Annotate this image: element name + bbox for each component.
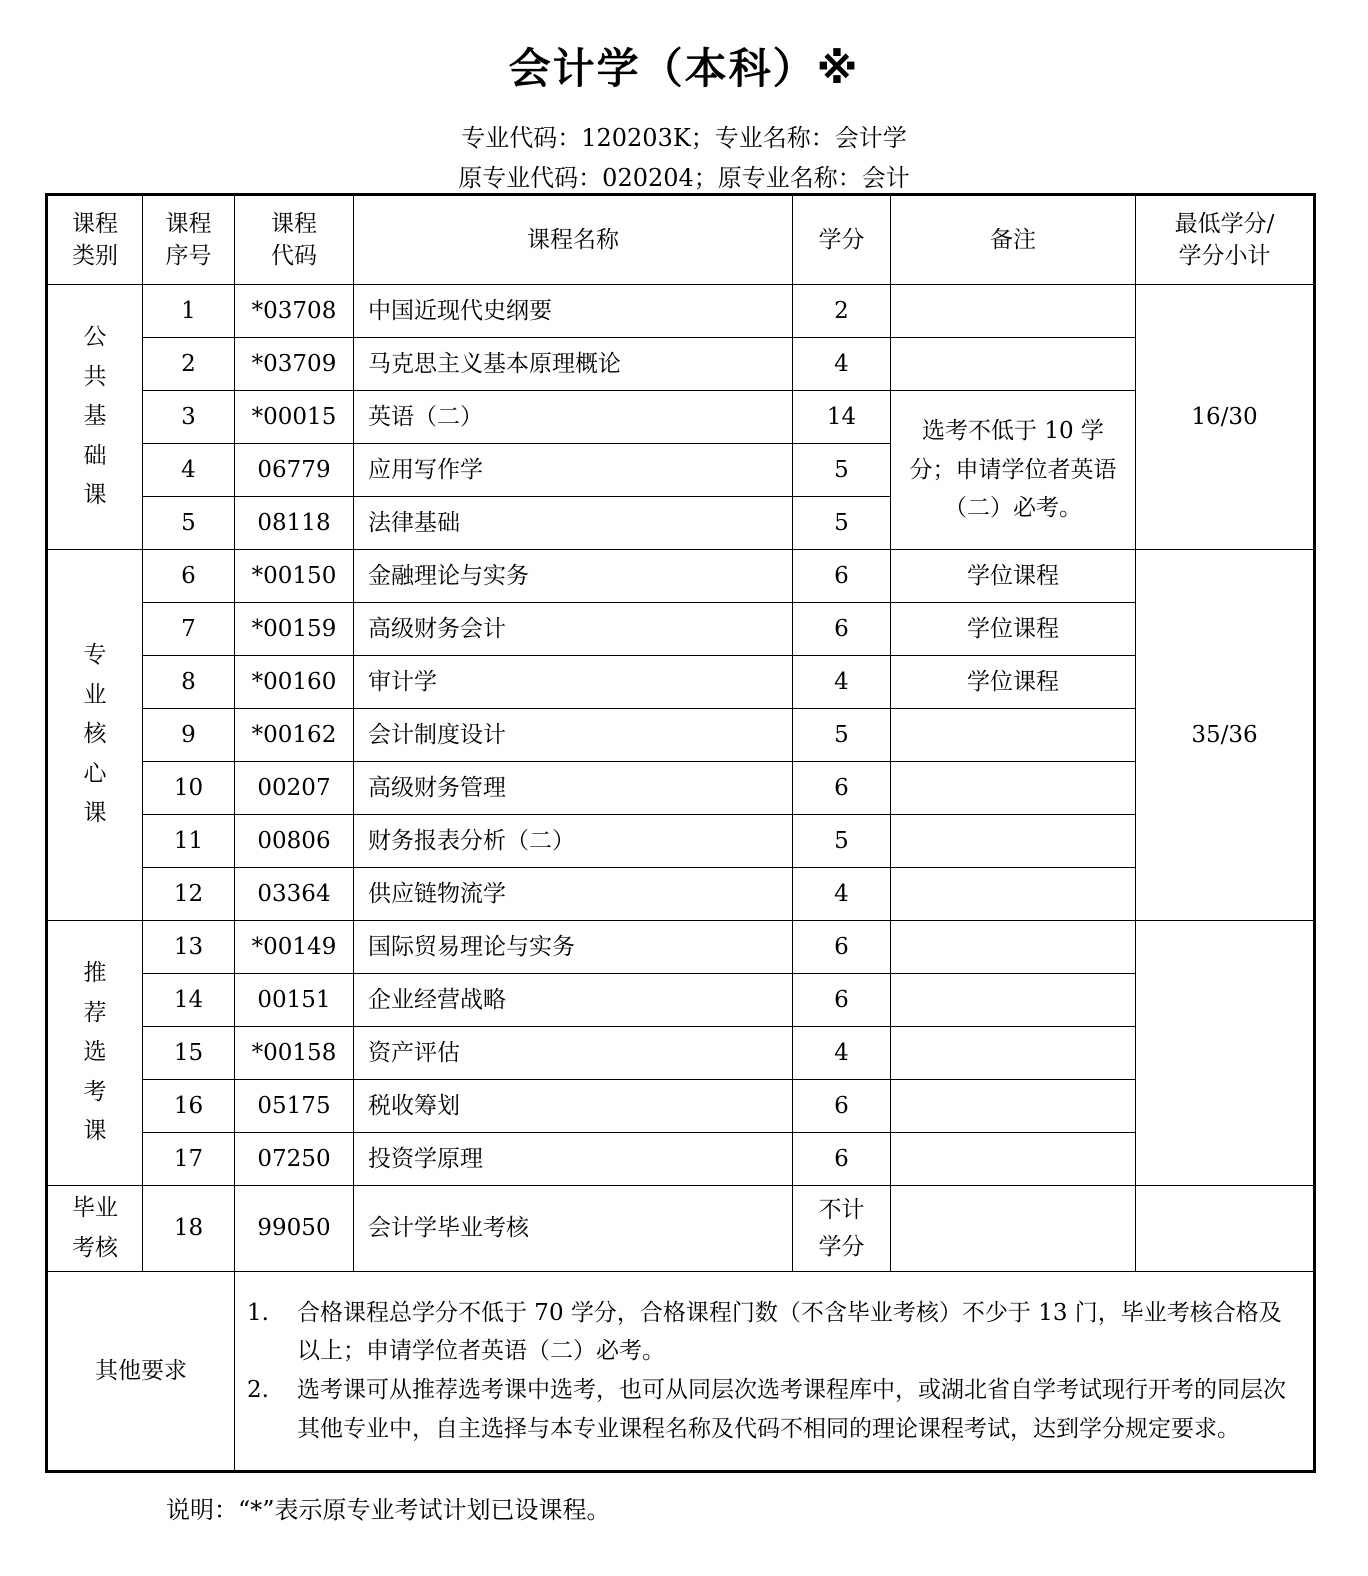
min-credit-cell: 16/30 xyxy=(1136,285,1315,550)
course-seq: 18 xyxy=(143,1186,235,1272)
course-note xyxy=(891,868,1136,921)
course-credit: 6 xyxy=(793,550,891,603)
course-seq: 11 xyxy=(143,815,235,868)
course-seq: 5 xyxy=(143,497,235,550)
course-name: 马克思主义基本原理概论 xyxy=(354,338,793,391)
course-seq: 9 xyxy=(143,709,235,762)
course-credit: 4 xyxy=(793,1027,891,1080)
course-note: 学位课程 xyxy=(891,656,1136,709)
other-requirements-content xyxy=(235,1272,1315,1472)
course-credit: 5 xyxy=(793,709,891,762)
table-row xyxy=(47,603,1315,656)
course-credit: 6 xyxy=(793,1080,891,1133)
category-cell: 专 业 核 心 课 xyxy=(47,550,143,921)
course-seq: 1 xyxy=(143,285,235,338)
course-credit: 5 xyxy=(793,497,891,550)
course-seq: 12 xyxy=(143,868,235,921)
course-name: 金融理论与实务 xyxy=(354,550,793,603)
table-row xyxy=(47,815,1315,868)
header-note: 备注 xyxy=(891,195,1136,285)
course-credit: 6 xyxy=(793,762,891,815)
course-credit: 14 xyxy=(793,391,891,444)
course-seq: 8 xyxy=(143,656,235,709)
course-code: 00207 xyxy=(235,762,354,815)
course-credit: 4 xyxy=(793,656,891,709)
table-row xyxy=(47,1133,1315,1186)
course-code: *00162 xyxy=(235,709,354,762)
course-seq: 14 xyxy=(143,974,235,1027)
table-row xyxy=(47,1027,1315,1080)
table-row xyxy=(47,285,1315,338)
course-seq: 17 xyxy=(143,1133,235,1186)
course-code: *00159 xyxy=(235,603,354,656)
min-credit-cell: 35/36 xyxy=(1136,550,1315,921)
course-plan-table xyxy=(45,193,1316,1473)
course-code: 06779 xyxy=(235,444,354,497)
course-code: 00806 xyxy=(235,815,354,868)
table-row xyxy=(47,391,1315,444)
table-row xyxy=(47,550,1315,603)
requirement-text: 选考课可从推荐选考课中选考，也可从同层次选考课程库中，或湖北省自学考试现行开考的同层次其他专业中，自主选择与本专业课程名称及代码不相同的理论课程考试，达到学分规定要求。 xyxy=(297,1377,1286,1442)
table-row xyxy=(47,921,1315,974)
min-credit-cell xyxy=(1136,1186,1315,1272)
table-row xyxy=(47,1080,1315,1133)
course-code: *00015 xyxy=(235,391,354,444)
category-cell: 毕业 考核 xyxy=(47,1186,143,1272)
major-code-line: 专业代码：120203K；专业名称：会计学 xyxy=(461,124,907,152)
course-note xyxy=(891,1186,1136,1272)
course-code: 07250 xyxy=(235,1133,354,1186)
course-name: 高级财务管理 xyxy=(354,762,793,815)
category-cell: 公 共 基 础 课 xyxy=(47,285,143,550)
course-name: 资产评估 xyxy=(354,1027,793,1080)
course-name: 国际贸易理论与实务 xyxy=(354,921,793,974)
course-seq: 4 xyxy=(143,444,235,497)
course-note xyxy=(891,1133,1136,1186)
course-seq: 15 xyxy=(143,1027,235,1080)
course-code: *03709 xyxy=(235,338,354,391)
course-code: 99050 xyxy=(235,1186,354,1272)
course-name: 法律基础 xyxy=(354,497,793,550)
course-code: *00149 xyxy=(235,921,354,974)
min-credit-cell xyxy=(1136,921,1315,1186)
course-code: 08118 xyxy=(235,497,354,550)
course-note xyxy=(891,762,1136,815)
course-credit: 5 xyxy=(793,815,891,868)
header-row xyxy=(47,195,1315,285)
course-name: 会计制度设计 xyxy=(354,709,793,762)
table-row xyxy=(47,762,1315,815)
requirement-number: 1. xyxy=(247,1299,269,1326)
course-name: 企业经营战略 xyxy=(354,974,793,1027)
course-note: 选考不低于 10 学分；申请学位者英语（二）必考。 xyxy=(891,391,1136,550)
course-name: 审计学 xyxy=(354,656,793,709)
course-code: 05175 xyxy=(235,1080,354,1133)
course-note xyxy=(891,921,1136,974)
course-note xyxy=(891,285,1136,338)
other-requirements-row xyxy=(47,1272,1315,1472)
course-code: *03708 xyxy=(235,285,354,338)
course-name: 税收筹划 xyxy=(354,1080,793,1133)
course-credit: 6 xyxy=(793,921,891,974)
requirement-number: 2. xyxy=(247,1377,269,1403)
course-seq: 13 xyxy=(143,921,235,974)
course-seq: 16 xyxy=(143,1080,235,1133)
course-code: 03364 xyxy=(235,868,354,921)
course-note xyxy=(891,1080,1136,1133)
header-category: 课程 类别 xyxy=(47,195,143,285)
header-name: 课程名称 xyxy=(354,195,793,285)
table-row xyxy=(47,656,1315,709)
course-note xyxy=(891,1027,1136,1080)
table-row xyxy=(47,974,1315,1027)
page-title: 会计学（本科）※ xyxy=(508,44,860,93)
header-code: 课程 代码 xyxy=(235,195,354,285)
requirement-item xyxy=(247,1371,1299,1448)
course-credit: 4 xyxy=(793,338,891,391)
header-min-credit: 最低学分/ 学分小计 xyxy=(1136,195,1315,285)
table-row xyxy=(47,338,1315,391)
header-seq: 课程 序号 xyxy=(143,195,235,285)
course-code: *00160 xyxy=(235,656,354,709)
course-seq: 3 xyxy=(143,391,235,444)
original-major-code-line: 原专业代码：020204；原专业名称：会计 xyxy=(458,164,910,192)
course-seq: 6 xyxy=(143,550,235,603)
course-note xyxy=(891,815,1136,868)
table-row xyxy=(47,868,1315,921)
table-row xyxy=(47,1186,1315,1272)
course-note xyxy=(891,974,1136,1027)
course-credit: 6 xyxy=(793,603,891,656)
other-requirements-label: 其他要求 xyxy=(47,1272,235,1472)
course-credit: 6 xyxy=(793,1133,891,1186)
course-seq: 2 xyxy=(143,338,235,391)
course-credit: 5 xyxy=(793,444,891,497)
course-seq: 10 xyxy=(143,762,235,815)
course-note: 学位课程 xyxy=(891,603,1136,656)
course-seq: 7 xyxy=(143,603,235,656)
course-name: 供应链物流学 xyxy=(354,868,793,921)
course-credit: 2 xyxy=(793,285,891,338)
header-credit: 学分 xyxy=(793,195,891,285)
course-credit: 不计 学分 xyxy=(793,1186,891,1272)
course-name: 英语（二） xyxy=(354,391,793,444)
course-code: *00150 xyxy=(235,550,354,603)
course-credit: 4 xyxy=(793,868,891,921)
course-note xyxy=(891,338,1136,391)
course-name: 中国近现代史纲要 xyxy=(354,285,793,338)
course-name: 高级财务会计 xyxy=(354,603,793,656)
category-cell: 推 荐 选 考 课 xyxy=(47,921,143,1186)
course-name: 财务报表分析（二） xyxy=(354,815,793,868)
course-name: 投资学原理 xyxy=(354,1133,793,1186)
course-credit: 6 xyxy=(793,974,891,1027)
course-note: 学位课程 xyxy=(891,550,1136,603)
table-row xyxy=(47,709,1315,762)
course-code: *00158 xyxy=(235,1027,354,1080)
requirement-item xyxy=(247,1294,1299,1371)
footnote: 说明：“*”表示原专业考试计划已设课程。 xyxy=(166,1496,611,1524)
course-code: 00151 xyxy=(235,974,354,1027)
course-name: 会计学毕业考核 xyxy=(354,1186,793,1272)
requirement-text: 合格课程总学分不低于 70 学分，合格课程门数（不含毕业考核）不少于 13 门，毕业考核合格及以上；申请学位者英语（二）必考。 xyxy=(297,1299,1282,1365)
course-name: 应用写作学 xyxy=(354,444,793,497)
course-note xyxy=(891,709,1136,762)
